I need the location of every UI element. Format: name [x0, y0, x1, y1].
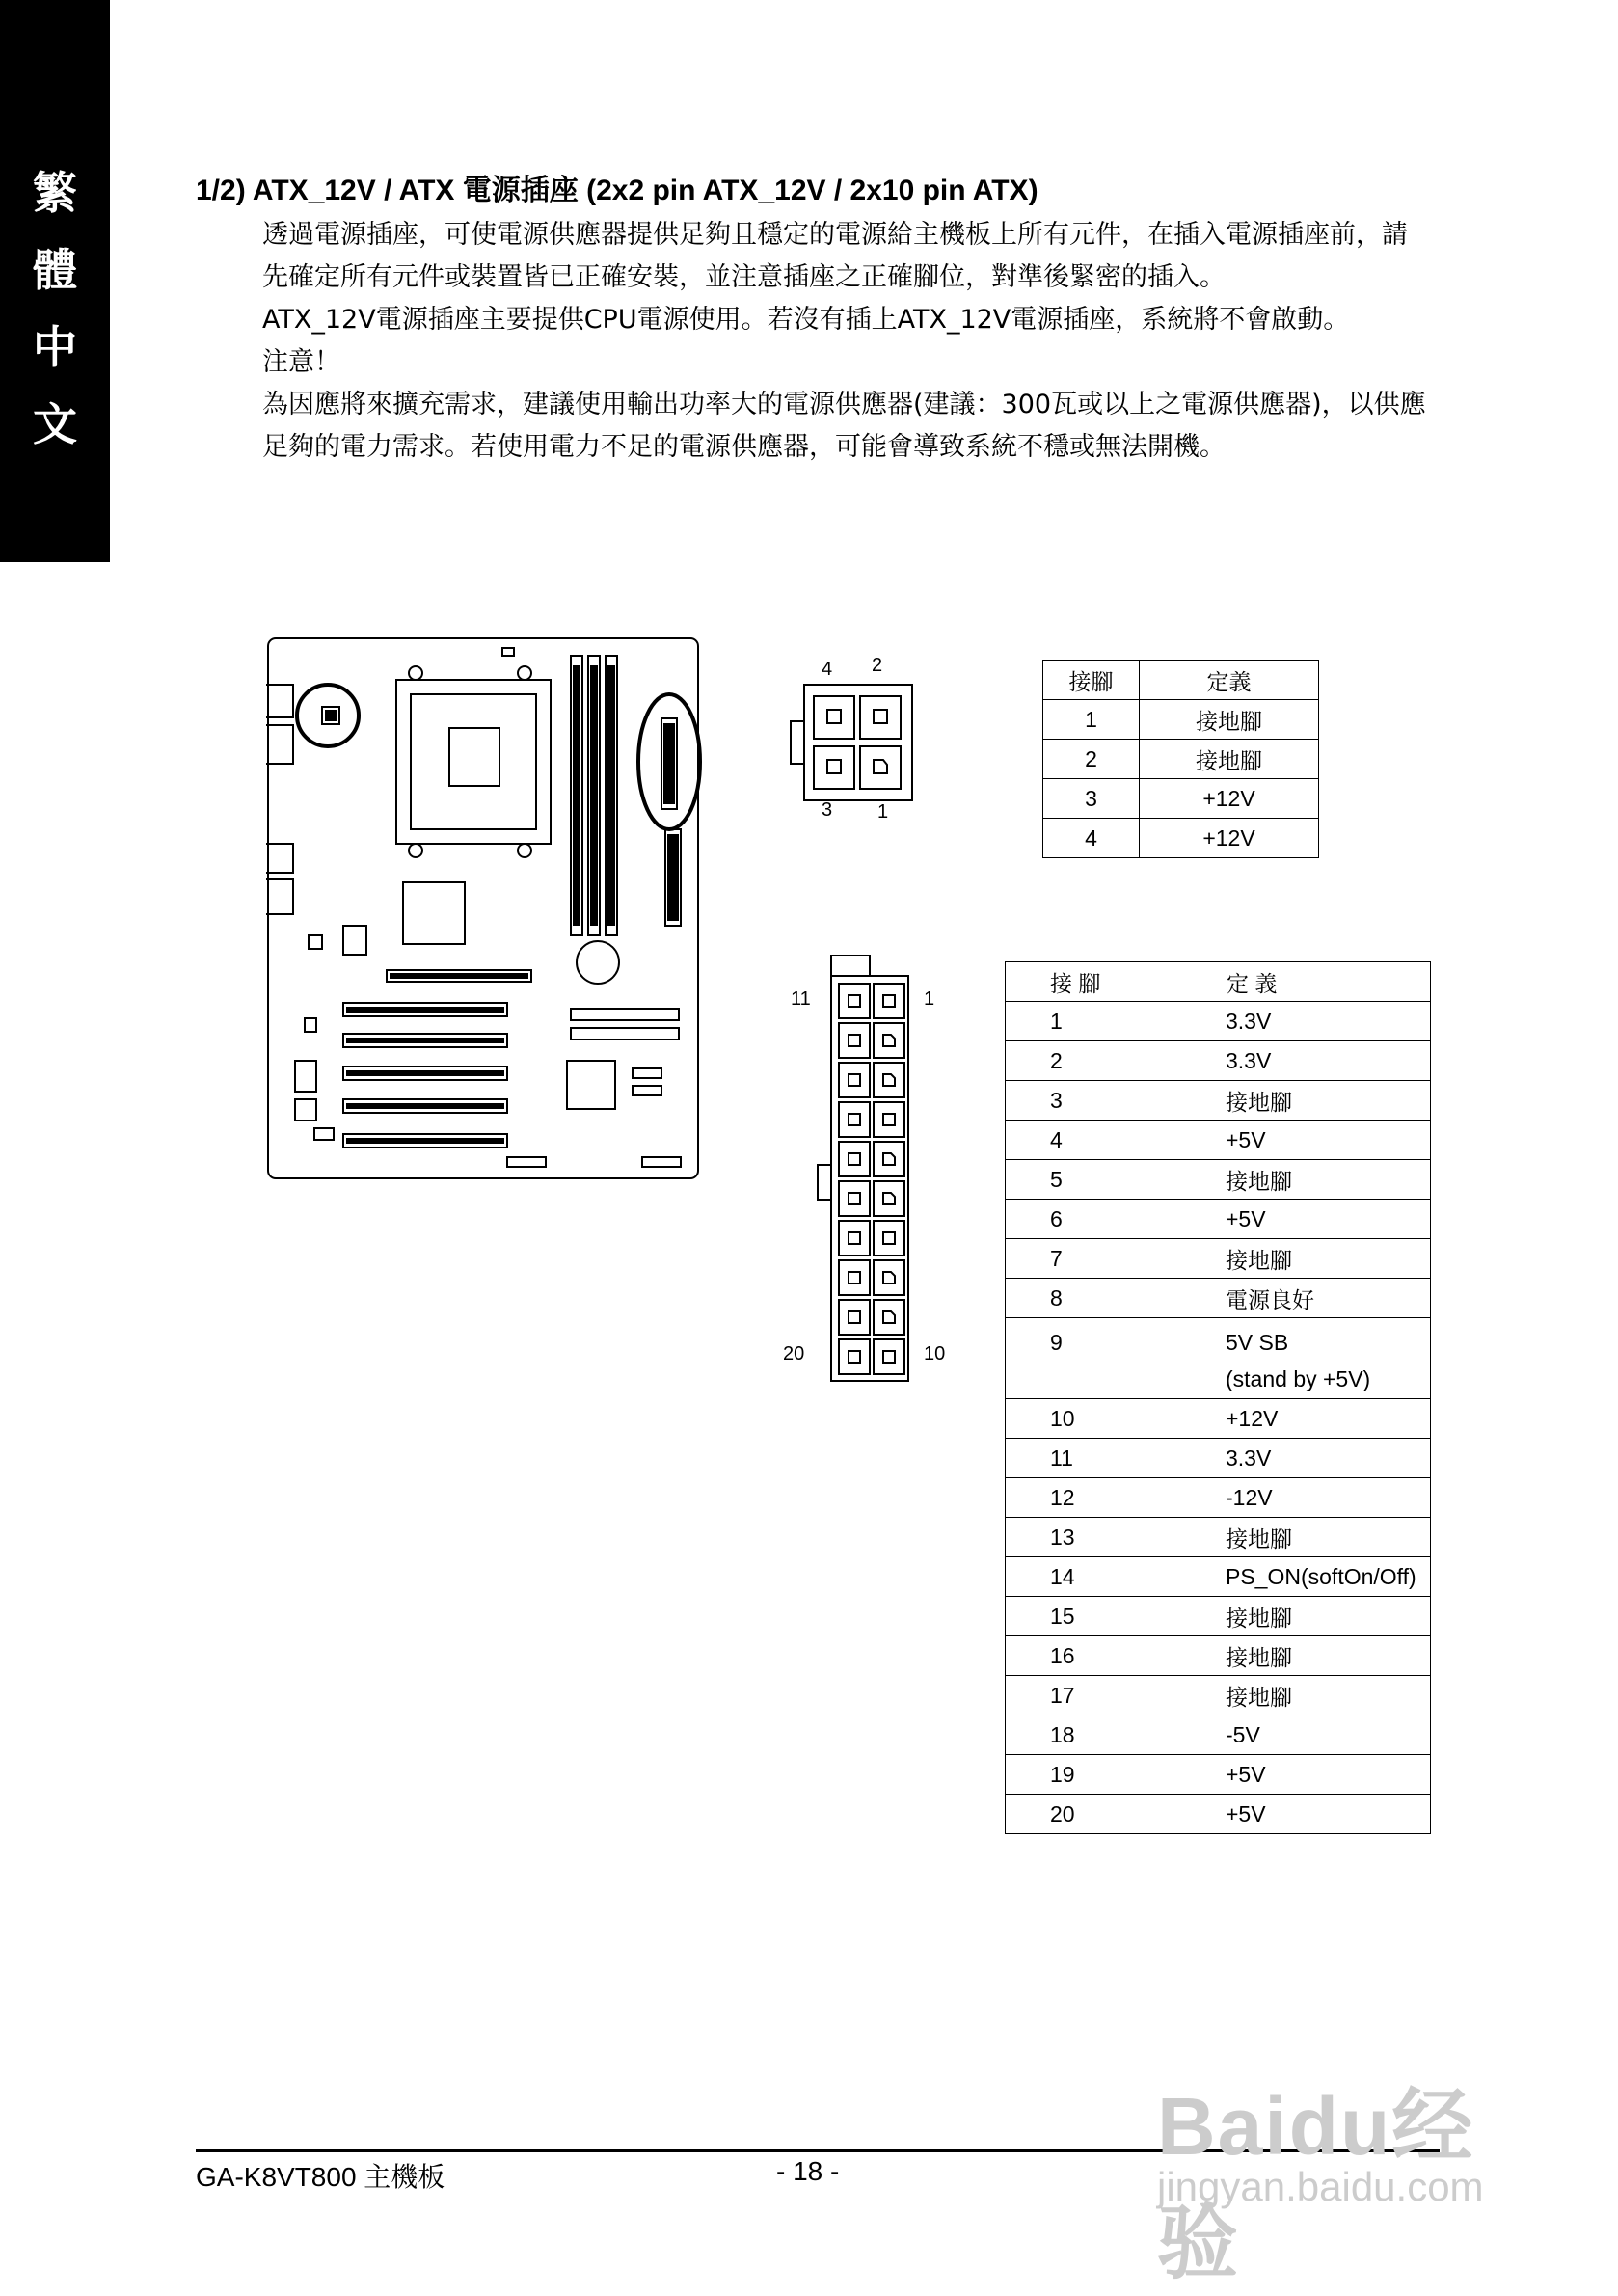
- pin-definition: 接地腳: [1173, 1239, 1431, 1279]
- table-row: [1006, 1795, 1431, 1834]
- pin-number: 12: [1006, 1478, 1173, 1518]
- pin-number: 13: [1006, 1518, 1173, 1557]
- table-row: [1006, 1239, 1431, 1279]
- pin-number: 2: [1006, 1041, 1173, 1081]
- cpu-core: [449, 728, 499, 786]
- table-row: [1006, 1200, 1431, 1239]
- table-row: [1006, 1002, 1431, 1041]
- pin-cell: [874, 1221, 904, 1256]
- pin-label: 20: [783, 1343, 805, 1364]
- pin-number: 14: [1006, 1557, 1173, 1597]
- pin-definition: 3.3V: [1173, 1041, 1431, 1081]
- watermark-logo: Baidu经验: [1157, 2081, 1475, 2288]
- table-row: [1006, 1557, 1431, 1597]
- table-row: [1043, 740, 1319, 779]
- pin-cell: [874, 1181, 904, 1216]
- dimm-slot-fill: [590, 665, 598, 926]
- pin-square: [883, 1114, 895, 1125]
- small-component: [314, 1128, 334, 1140]
- pin-square: [849, 1311, 860, 1323]
- side-tab-char: 體: [33, 244, 77, 296]
- small-component: [309, 935, 322, 949]
- table-row: [1006, 1439, 1431, 1478]
- pin-definition: +12V: [1140, 779, 1319, 819]
- small-component: [343, 926, 366, 955]
- pin-number: 5: [1006, 1160, 1173, 1200]
- table-row: [1006, 1081, 1431, 1121]
- pin-square: [849, 1232, 860, 1244]
- io-port: [266, 879, 293, 914]
- pci-slot-fill: [346, 1070, 504, 1076]
- pci-slot-fill: [346, 1138, 504, 1144]
- pin-square: [849, 1114, 860, 1125]
- pin-square: [827, 760, 841, 773]
- pin-definition: 接地腳: [1173, 1597, 1431, 1636]
- pin-cell: [860, 696, 901, 739]
- front-panel-header: [642, 1157, 681, 1167]
- table-row: [1006, 1160, 1431, 1200]
- pin-definition: -5V: [1173, 1715, 1431, 1755]
- small-component: [633, 1068, 661, 1078]
- pin-cell: [839, 1142, 870, 1176]
- section-heading: 1/2) ATX_12V / ATX 電源插座 (2x2 pin ATX_12V / 2x10 pin ATX): [196, 175, 1038, 206]
- pin-cell: [874, 1142, 904, 1176]
- pin-cell: [839, 1023, 870, 1058]
- ide-connector: [571, 1028, 679, 1040]
- pin-label: 1: [877, 801, 889, 823]
- pin-cell: [874, 1260, 904, 1295]
- table-row: [1006, 1121, 1431, 1160]
- pin-number: 7: [1006, 1239, 1173, 1279]
- pin-number: 15: [1006, 1597, 1173, 1636]
- pin-number: 8: [1006, 1279, 1173, 1318]
- pin-definition-line: (stand by +5V): [1226, 1366, 1371, 1391]
- table-row: [1006, 1279, 1431, 1318]
- small-component: [295, 1099, 316, 1121]
- connector-latch: [791, 721, 804, 764]
- page-number: - 18 -: [776, 2156, 840, 2186]
- pin-number: 20: [1006, 1795, 1173, 1834]
- pin-square: [883, 1311, 895, 1323]
- pin-square: [883, 1035, 895, 1046]
- mount-hole: [409, 844, 422, 857]
- pin-cell: [839, 1221, 870, 1256]
- pin-number: 3: [1043, 779, 1140, 819]
- table-row: [1006, 1041, 1431, 1081]
- motherboard-diagram: [266, 636, 710, 1186]
- pin-label: 1: [924, 988, 935, 1010]
- battery: [577, 941, 619, 984]
- table-row: [1006, 1755, 1431, 1795]
- table-row: [1006, 1399, 1431, 1439]
- pin-number: 19: [1006, 1755, 1173, 1795]
- pin-definition: +5V: [1173, 1755, 1431, 1795]
- pin-square: [883, 995, 895, 1007]
- paragraph: 透過電源插座，可使電源供應器提供足夠且穩定的電源給主機板上所有元件，在插入電源插座前，請先確定所有元件或裝置皆已正確安裝，並注意插座之正確腳位，對準後緊密的插入。: [262, 220, 1408, 292]
- pin-number: 18: [1006, 1715, 1173, 1755]
- pin-cell: [874, 1339, 904, 1374]
- pin-definition: 接地腳: [1173, 1518, 1431, 1557]
- pin-cell: [839, 1260, 870, 1295]
- pin-number: 17: [1006, 1676, 1173, 1715]
- io-port: [266, 685, 293, 717]
- connector-key: [818, 1165, 831, 1200]
- pin-square: [849, 1035, 860, 1046]
- footer-model: GA-K8VT800 主機板: [196, 2162, 445, 2192]
- dimm-slot-fill: [607, 665, 615, 926]
- pin-square: [827, 710, 841, 723]
- small-component: [295, 1061, 316, 1092]
- dimm-slot-fill: [573, 665, 580, 926]
- atx12v-connector-diagram: [789, 646, 933, 824]
- pin-number: 4: [1043, 819, 1140, 858]
- table-row: [1006, 1597, 1431, 1636]
- pin-definition: 接地腳: [1173, 1636, 1431, 1676]
- pin-label: 4: [822, 659, 833, 680]
- table-row: [1043, 779, 1319, 819]
- watermark-url: jingyan.baidu.com: [1157, 2164, 1484, 2209]
- table-row: [1043, 819, 1319, 858]
- small-component: [502, 648, 514, 656]
- pin-cell: [874, 1063, 904, 1097]
- connector-latch: [831, 955, 870, 976]
- pin-definition: 接地腳: [1173, 1160, 1431, 1200]
- pin-square: [883, 1351, 895, 1363]
- pin-number: 2: [1043, 740, 1140, 779]
- pci-slot-fill: [346, 1007, 504, 1013]
- front-panel-header: [507, 1157, 546, 1167]
- mount-hole: [518, 844, 531, 857]
- pin-cell: [839, 984, 870, 1018]
- column-header: 定義: [1140, 661, 1319, 700]
- note-label: 注意！: [262, 347, 340, 377]
- mount-hole: [518, 666, 531, 680]
- pin-cell: [814, 696, 854, 739]
- language-side-tab: [0, 0, 110, 562]
- southbridge: [567, 1061, 615, 1109]
- pin-cell: [839, 1063, 870, 1097]
- table-header-row: [1043, 661, 1319, 700]
- column-header: 接腳: [1043, 661, 1140, 700]
- pin-cell: [814, 746, 854, 789]
- pci-slot-fill: [346, 1103, 504, 1109]
- table-header-row: [1006, 962, 1431, 1002]
- cpu-socket-frame: [396, 680, 551, 844]
- pin-definition: 3.3V: [1173, 1439, 1431, 1478]
- atx12v-pin-table: [1042, 660, 1319, 858]
- io-port: [266, 725, 293, 764]
- pin-number: 1: [1006, 1002, 1173, 1041]
- atx-pin-table: [1005, 961, 1431, 1834]
- pin-number: 11: [1006, 1439, 1173, 1478]
- cpu-socket: [411, 694, 536, 829]
- pin-cell: [839, 1300, 870, 1335]
- mount-hole: [409, 666, 422, 680]
- pin-number: 4: [1006, 1121, 1173, 1160]
- pin-number: 6: [1006, 1200, 1173, 1239]
- pin-definition: 3.3V: [1173, 1002, 1431, 1041]
- pin-square: [883, 1232, 895, 1244]
- pin-rounded: [874, 760, 887, 773]
- pin-definition-line: 5V SB: [1226, 1330, 1289, 1355]
- table-row: [1043, 700, 1319, 740]
- pin-definition: [1173, 1318, 1431, 1399]
- pin-square: [883, 1153, 895, 1165]
- pin-definition: 接地腳: [1140, 740, 1319, 779]
- pin-square: [849, 1351, 860, 1363]
- pin-square: [883, 1193, 895, 1204]
- pin-definition: 接地腳: [1173, 1676, 1431, 1715]
- pin-label: 2: [872, 655, 883, 676]
- pin-cell: [874, 984, 904, 1018]
- pin-definition: -12V: [1173, 1478, 1431, 1518]
- small-component: [305, 1018, 316, 1032]
- table-row: [1006, 1715, 1431, 1755]
- agp-slot-fill: [390, 973, 528, 979]
- side-tab-char: 文: [33, 398, 77, 450]
- pin-definition: +12V: [1173, 1399, 1431, 1439]
- pin-label: 3: [822, 799, 833, 821]
- pin-square: [849, 1153, 860, 1165]
- baidu-watermark: [1157, 2062, 1543, 2288]
- pin-number: 9: [1006, 1318, 1173, 1399]
- pin-cell: [839, 1339, 870, 1374]
- paragraph: 為因應將來擴充需求，建議使用輸出功率大的電源供應器(建議：300瓦或以上之電源供應器)，以供應足夠的電力需求。若使用電力不足的電源供應器，可能會導致系統不穩或無法開機。: [262, 390, 1426, 462]
- pin-definition: PS_ON(softOn/Off): [1173, 1557, 1431, 1597]
- io-port: [266, 844, 293, 873]
- pin-cell: [874, 1300, 904, 1335]
- atx-connector-diagram: [781, 955, 955, 1398]
- pin-square: [874, 710, 887, 723]
- pin-cell: [874, 1023, 904, 1058]
- pin-definition: +5V: [1173, 1200, 1431, 1239]
- table-row: [1006, 1636, 1431, 1676]
- table-row: [1006, 1318, 1431, 1399]
- atx12v-connector-fill: [325, 710, 337, 721]
- small-component: [633, 1086, 661, 1095]
- side-tab-char: 中: [33, 321, 77, 373]
- pin-square: [849, 1193, 860, 1204]
- ide-connector: [571, 1009, 679, 1020]
- pin-label: 10: [924, 1343, 946, 1364]
- pin-number: 10: [1006, 1399, 1173, 1439]
- side-tab-char: 繁: [33, 167, 77, 219]
- pin-square: [849, 995, 860, 1007]
- pin-definition: 電源良好: [1173, 1279, 1431, 1318]
- pin-definition: 接地腳: [1173, 1081, 1431, 1121]
- connector-body: [804, 685, 912, 800]
- column-header: 定 義: [1173, 962, 1431, 1002]
- paragraph: ATX_12V電源插座主要提供CPU電源使用。若沒有插上ATX_12V電源插座，系統將不會啟動。: [262, 305, 1350, 335]
- chipset: [403, 882, 465, 944]
- table-row: [1006, 1676, 1431, 1715]
- pin-number: 1: [1043, 700, 1140, 740]
- column-header: 接 腳: [1006, 962, 1173, 1002]
- pin-cell: [839, 1102, 870, 1137]
- pin-number: 16: [1006, 1636, 1173, 1676]
- pin-square: [849, 1074, 860, 1086]
- pin-cell: [839, 1181, 870, 1216]
- pin-definition: 接地腳: [1140, 700, 1319, 740]
- pin-cell: [874, 1102, 904, 1137]
- pin-label: 11: [791, 988, 811, 1010]
- pin-definition: +12V: [1140, 819, 1319, 858]
- pin-definition: +5V: [1173, 1121, 1431, 1160]
- pci-slot-fill: [346, 1038, 504, 1043]
- table-row: [1006, 1518, 1431, 1557]
- table-row: [1006, 1478, 1431, 1518]
- pin-cell: [860, 746, 901, 789]
- pin-square: [883, 1074, 895, 1086]
- pin-square: [849, 1272, 860, 1283]
- section-body: [262, 214, 1431, 469]
- pin-square: [883, 1272, 895, 1283]
- pin-number: 3: [1006, 1081, 1173, 1121]
- pin-definition: +5V: [1173, 1795, 1431, 1834]
- ide-header-fill: [667, 834, 679, 921]
- atx-connector-fill: [663, 723, 675, 804]
